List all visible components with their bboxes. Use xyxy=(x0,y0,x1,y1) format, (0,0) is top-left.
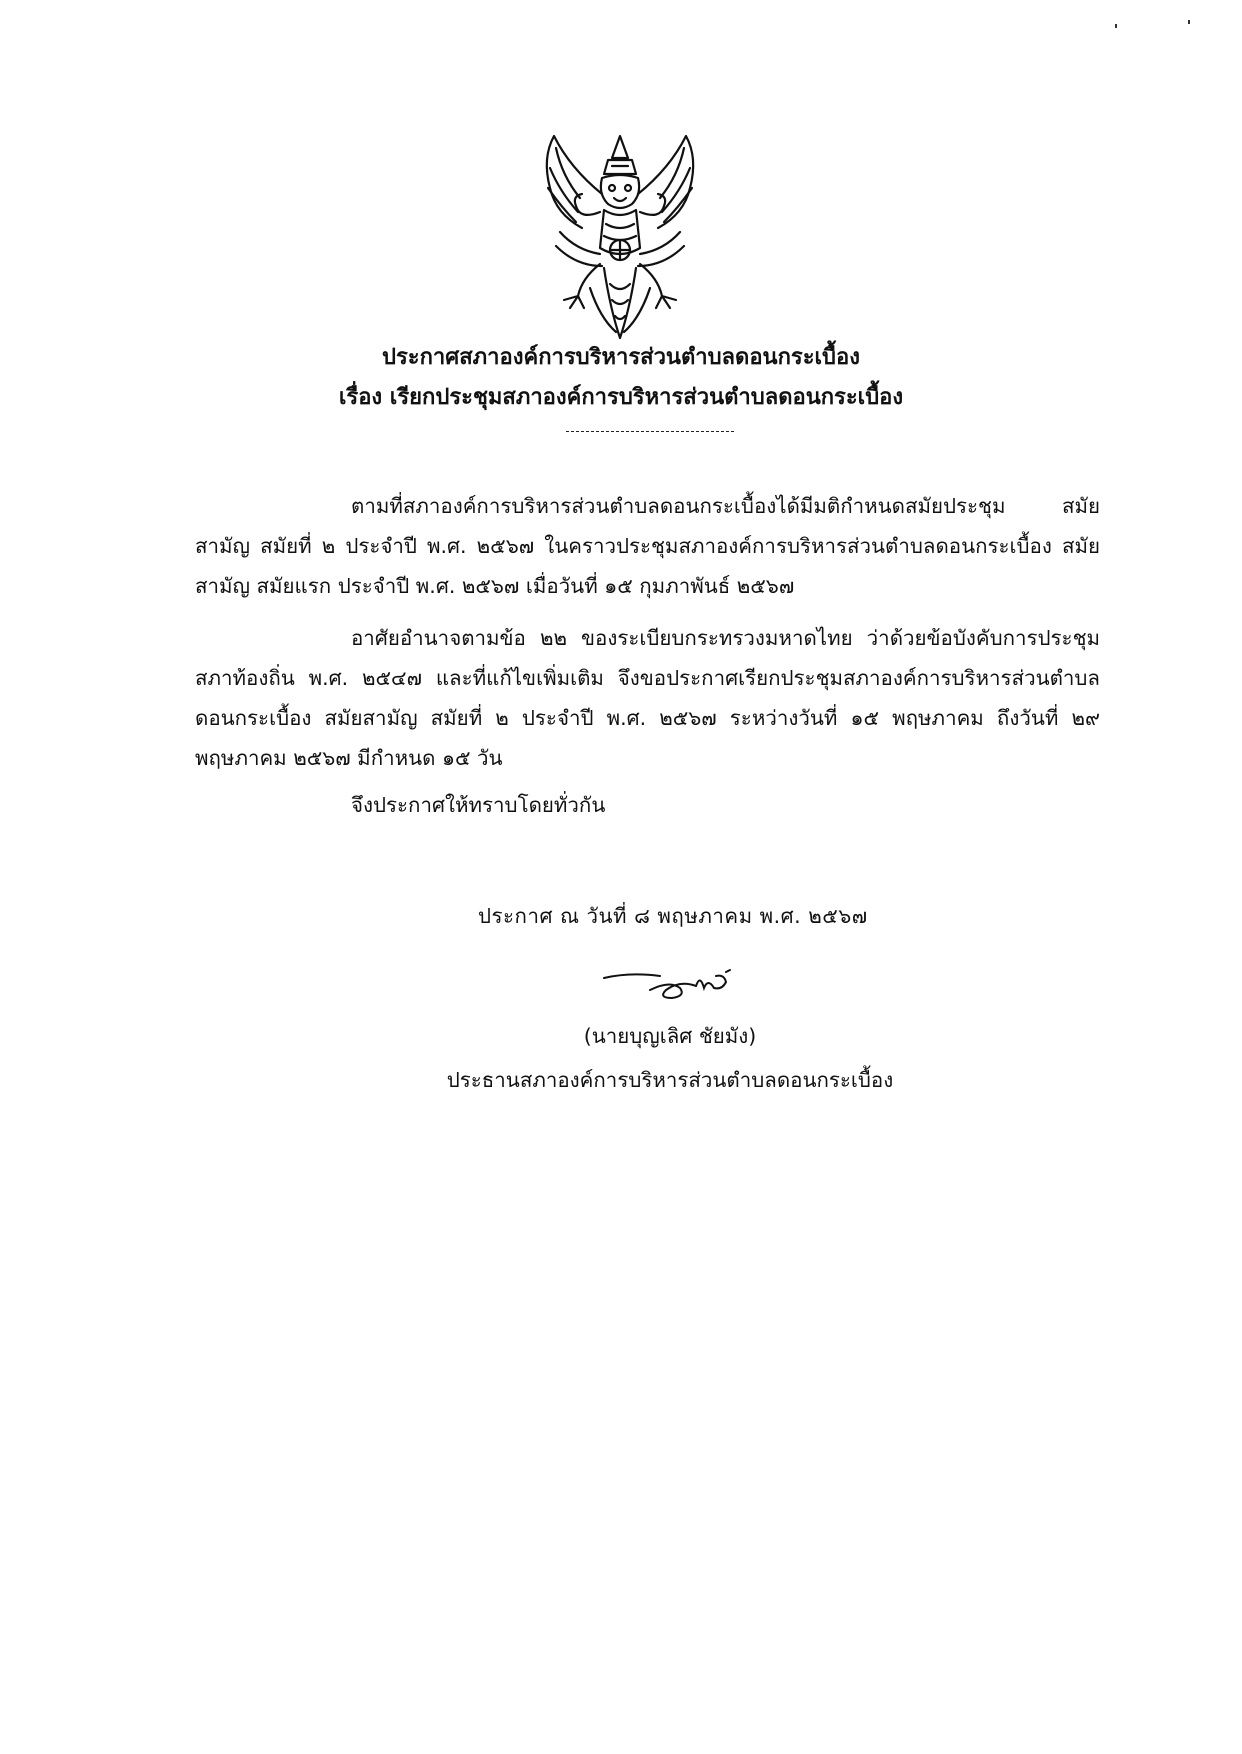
announcement-title: ประกาศสภาองค์การบริหารส่วนตำบลดอนกระเบื้อง xyxy=(382,345,860,370)
title-divider xyxy=(566,431,734,432)
garuda-emblem-icon xyxy=(520,128,720,348)
body-paragraph-2: อาศัยอำนาจตามข้อ ๒๒ ของระเบียบกระทรวงมหาดไทย ว่าด้วยข้อบังคับการประชุมสภาท้องถิ่น พ.ศ. ๒๕๔๗ และที่แก้ไขเพิ่มเติม จึงขอประกาศเรียกประชุมสภาองค์การบริหารส่วนตำบลดอนกระเบื้อง สมัยสามัญ สมัยที่ ๒ ประจำปี พ.ศ. ๒๕๖๗ ระหว่างวันที่ ๑๕ พฤษภาคม ถึงวันที่ ๒๙ พฤษภาคม ๒๕๖๗ มีกำหนด ๑๕ วัน xyxy=(195,626,1100,770)
body-paragraph-1: ตามที่สภาองค์การบริหารส่วนตำบลดอนกระเบื้องได้มีมติกำหนดสมัยประชุม สมัยสามัญ สมัยที่ ๒ ประจำปี พ.ศ. ๒๕๖๗ ในคราวประชุมสภาองค์การบริหารส่วนตำบลดอนกระเบื้อง สมัยสามัญ สมัยแรก ประจำปี พ.ศ. ๒๕๖๗ เมื่อวันที่ ๑๕ กุมภาพันธ์ ๒๕๖๗ xyxy=(195,494,1100,598)
announcement-date: ประกาศ ณ วันที่ ๘ พฤษภาคม พ.ศ. ๒๕๖๗ xyxy=(478,904,868,928)
signer-title: ประธานสภาองค์การบริหารส่วนตำบลดอนกระเบื้อง xyxy=(446,1068,894,1092)
signer-name: (นายบุญเลิศ ชัยมัง) xyxy=(583,1024,757,1048)
announcement-subject: เรื่อง เรียกประชุมสภาองค์การบริหารส่วนตำบลดอนกระเบื้อง xyxy=(338,385,904,410)
body-paragraph-3: จึงประกาศให้ทราบโดยทั่วกัน xyxy=(351,793,606,817)
scan-speck xyxy=(1115,24,1117,28)
scan-speck xyxy=(1188,20,1190,24)
handwritten-signature-icon xyxy=(600,960,760,1010)
